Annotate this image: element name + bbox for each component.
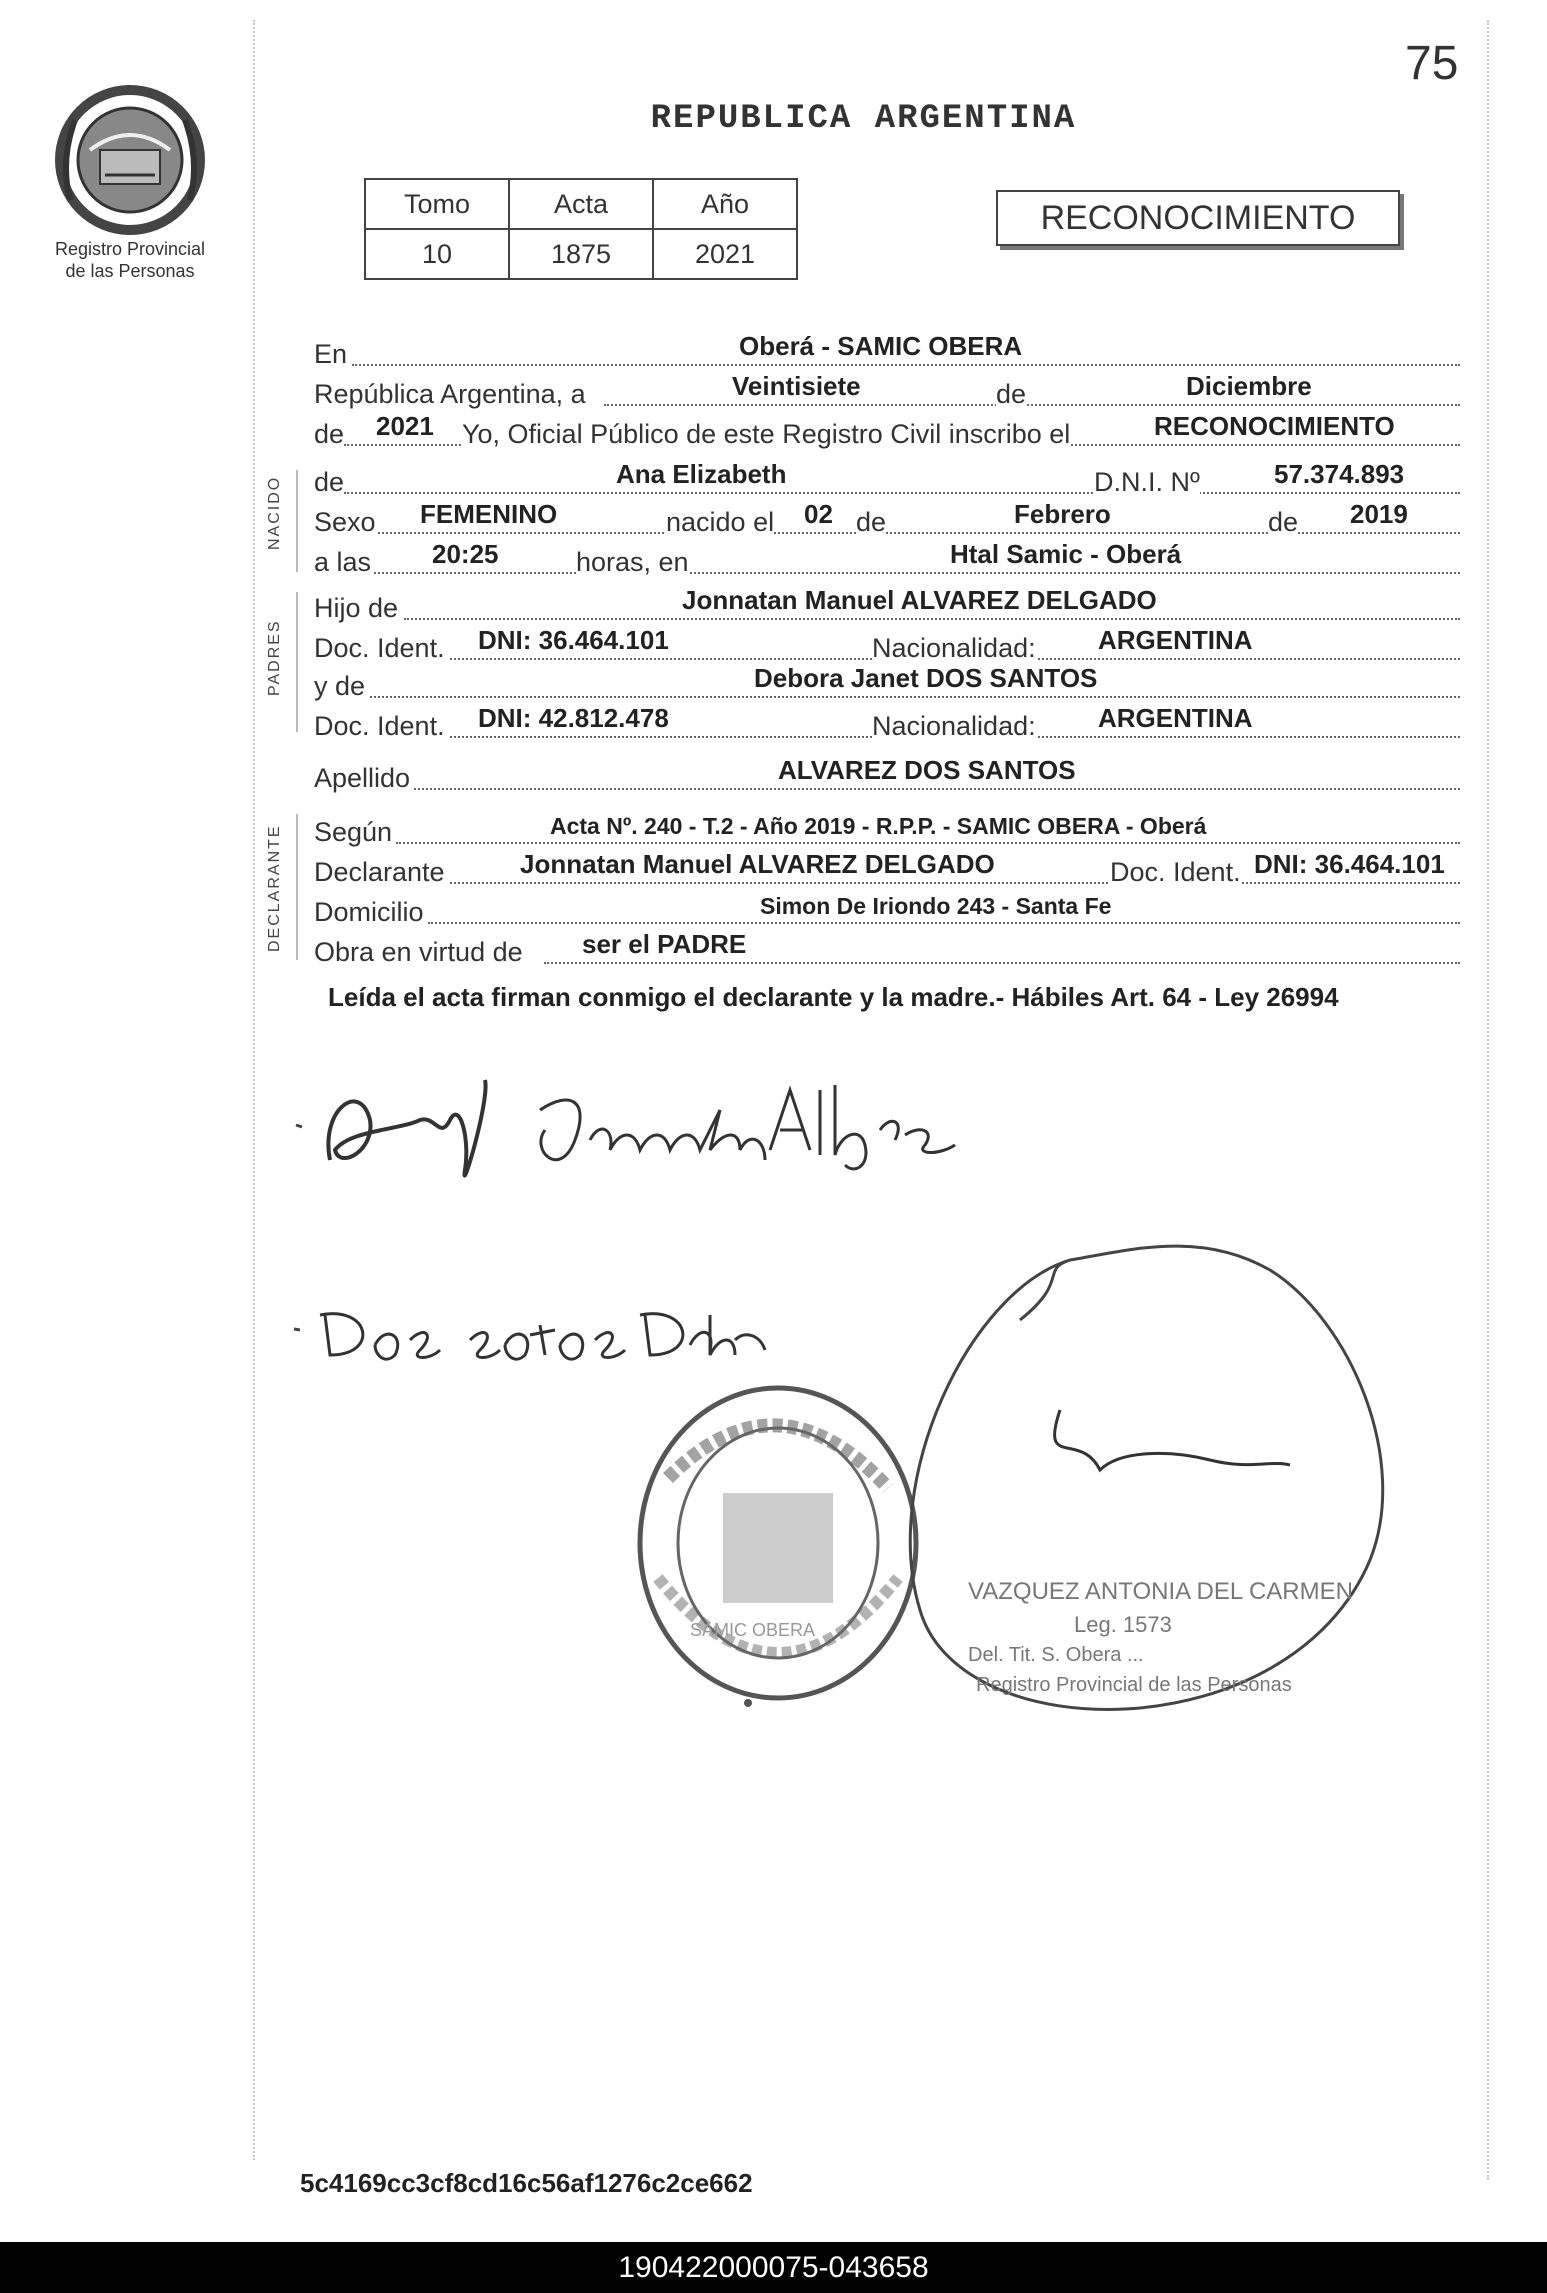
- label-de-fecha1: de: [856, 507, 887, 537]
- left-margin-line: [253, 20, 255, 2160]
- declarante-divider: [296, 814, 298, 960]
- value-anio: 2021: [376, 411, 434, 441]
- stamp-line2: Leg. 1573: [1074, 1612, 1172, 1637]
- row-apellido: [314, 755, 1460, 794]
- label-doc-ident-declarante: Doc. Ident.: [1110, 857, 1241, 887]
- row-hora: [314, 539, 1460, 578]
- label-nacionalidad-madre: Nacionalidad:: [872, 711, 1036, 741]
- label-nacionalidad-padre: Nacionalidad:: [872, 633, 1036, 663]
- side-label-nacido: NACIDO: [266, 475, 283, 550]
- signature-madre: [290, 1295, 770, 1375]
- value-lugar: Oberá - SAMIC OBERA: [739, 331, 1023, 361]
- value-dni: 57.374.893: [1274, 459, 1405, 489]
- closing-statement: Leída el acta firman conmigo el declarante y la madre.- Hábiles Art. 64 - Ley 26994: [328, 982, 1339, 1012]
- registry-value-anio: 2021: [653, 229, 797, 279]
- act-type-box: RECONOCIMIENTO: [996, 190, 1400, 246]
- label-republica: República Argentina, a: [314, 379, 586, 409]
- registry-table: [364, 178, 798, 280]
- value-madre-nac: ARGENTINA: [1098, 703, 1253, 733]
- registry-header-anio: Año: [653, 179, 797, 229]
- row-nombre: [314, 459, 1460, 498]
- registry-header-acta: Acta: [509, 179, 653, 229]
- value-segun: Acta Nº. 240 - T.2 - Año 2019 - R.P.P. - SAMIC OBERA - Oberá: [550, 813, 1207, 839]
- stamp-line4: Registro Provincial de las Personas: [976, 1674, 1292, 1696]
- value-padre-nac: ARGENTINA: [1098, 625, 1253, 655]
- label-dni: D.N.I. Nº: [1094, 467, 1200, 497]
- registry-value-tomo: 10: [365, 229, 509, 279]
- nacido-divider: [296, 470, 298, 572]
- row-padre: [314, 585, 1460, 624]
- label-domicilio: Domicilio: [314, 897, 424, 927]
- label-y-de: y de: [314, 671, 366, 701]
- label-de-fecha2: de: [1268, 507, 1299, 537]
- stamp-official-name: VAZQUEZ ANTONIA DEL CARMEN: [968, 1578, 1353, 1605]
- label-apellido: Apellido: [314, 763, 411, 793]
- official-signature: [870, 1230, 1410, 1750]
- province-seal-logo: [50, 80, 210, 245]
- right-margin-line: [1487, 20, 1489, 2180]
- label-de-mid: de: [996, 379, 1027, 409]
- misiones-seal-icon: [50, 80, 210, 240]
- label-doc-ident-padre: Doc. Ident.: [314, 633, 445, 663]
- row-madre: [314, 663, 1460, 702]
- value-lugar-nac: Htal Samic - Oberá: [950, 539, 1182, 569]
- row-anio: [314, 411, 1460, 450]
- registry-value-acta: 1875: [509, 229, 653, 279]
- padres-divider: [296, 592, 298, 732]
- value-nac-mes: Febrero: [1014, 499, 1111, 529]
- value-nac-dia: 02: [804, 499, 833, 529]
- label-declarante: Declarante: [314, 857, 445, 887]
- value-apellido: ALVAREZ DOS SANTOS: [778, 755, 1076, 785]
- logo-caption: Registro Provincial de las Personas: [54, 239, 206, 281]
- row-madre-doc: [314, 703, 1460, 742]
- value-mes: Diciembre: [1186, 371, 1312, 401]
- registry-header-tomo: Tomo: [365, 179, 509, 229]
- document-title: REPUBLICA ARGENTINA: [650, 100, 1077, 138]
- value-obra: ser el PADRE: [582, 929, 747, 959]
- row-padre-doc: [314, 625, 1460, 664]
- label-nacido-de: de: [314, 467, 345, 497]
- footer-code-bar: 190422000075-043658: [0, 2242, 1547, 2293]
- value-tipo: RECONOCIMIENTO: [1154, 411, 1395, 441]
- label-segun: Según: [314, 817, 393, 847]
- label-doc-ident-madre: Doc. Ident.: [314, 711, 445, 741]
- value-padre: Jonnatan Manuel ALVAREZ DELGADO: [682, 585, 1157, 615]
- side-label-declarante: DECLARANTE: [266, 824, 283, 952]
- value-padre-doc: DNI: 36.464.101: [478, 625, 669, 655]
- label-en: En: [314, 339, 348, 369]
- value-declarante: Jonnatan Manuel ALVAREZ DELGADO: [520, 849, 995, 879]
- document-hash: 5c4169cc3cf8cd16c56af1276c2ce662: [300, 2168, 753, 2198]
- label-nacido-el: nacido el: [666, 507, 775, 537]
- row-declarante: [314, 849, 1460, 888]
- label-obra: Obra en virtud de: [314, 937, 523, 967]
- row-sexo: [314, 499, 1460, 538]
- row-segun: [314, 812, 1460, 848]
- row-obra: [314, 929, 1460, 968]
- seal-bottom-text: SAMIC OBERA: [690, 1620, 816, 1640]
- row-lugar: [314, 331, 1460, 370]
- stamp-line3: Del. Tit. S. Obera ...: [968, 1644, 1144, 1666]
- label-yo-text: Yo, Oficial Público de este Registro Civil inscribo el: [462, 419, 1071, 449]
- label-hijo-de: Hijo de: [314, 593, 399, 623]
- page-number: 75: [1405, 37, 1459, 90]
- value-domicilio: Simon De Iriondo 243 - Santa Fe: [760, 893, 1112, 919]
- label-horas-en: horas, en: [576, 547, 689, 577]
- label-de-start: de: [314, 419, 345, 449]
- value-dia: Veintisiete: [732, 371, 861, 401]
- value-madre: Debora Janet DOS SANTOS: [754, 663, 1098, 693]
- value-hora: 20:25: [432, 539, 499, 569]
- row-fecha: [314, 371, 1460, 410]
- side-label-padres: PADRES: [266, 619, 283, 696]
- value-declarante-doc: DNI: 36.464.101: [1254, 849, 1445, 879]
- signature-padre: [290, 1070, 990, 1210]
- row-domicilio: [314, 892, 1460, 928]
- value-sexo: FEMENINO: [420, 499, 558, 529]
- value-madre-doc: DNI: 42.812.478: [478, 703, 669, 733]
- value-nac-anio: 2019: [1350, 499, 1408, 529]
- label-sexo: Sexo: [314, 507, 376, 537]
- label-a-las: a las: [314, 547, 372, 577]
- value-nombre: Ana Elizabeth: [616, 459, 787, 489]
